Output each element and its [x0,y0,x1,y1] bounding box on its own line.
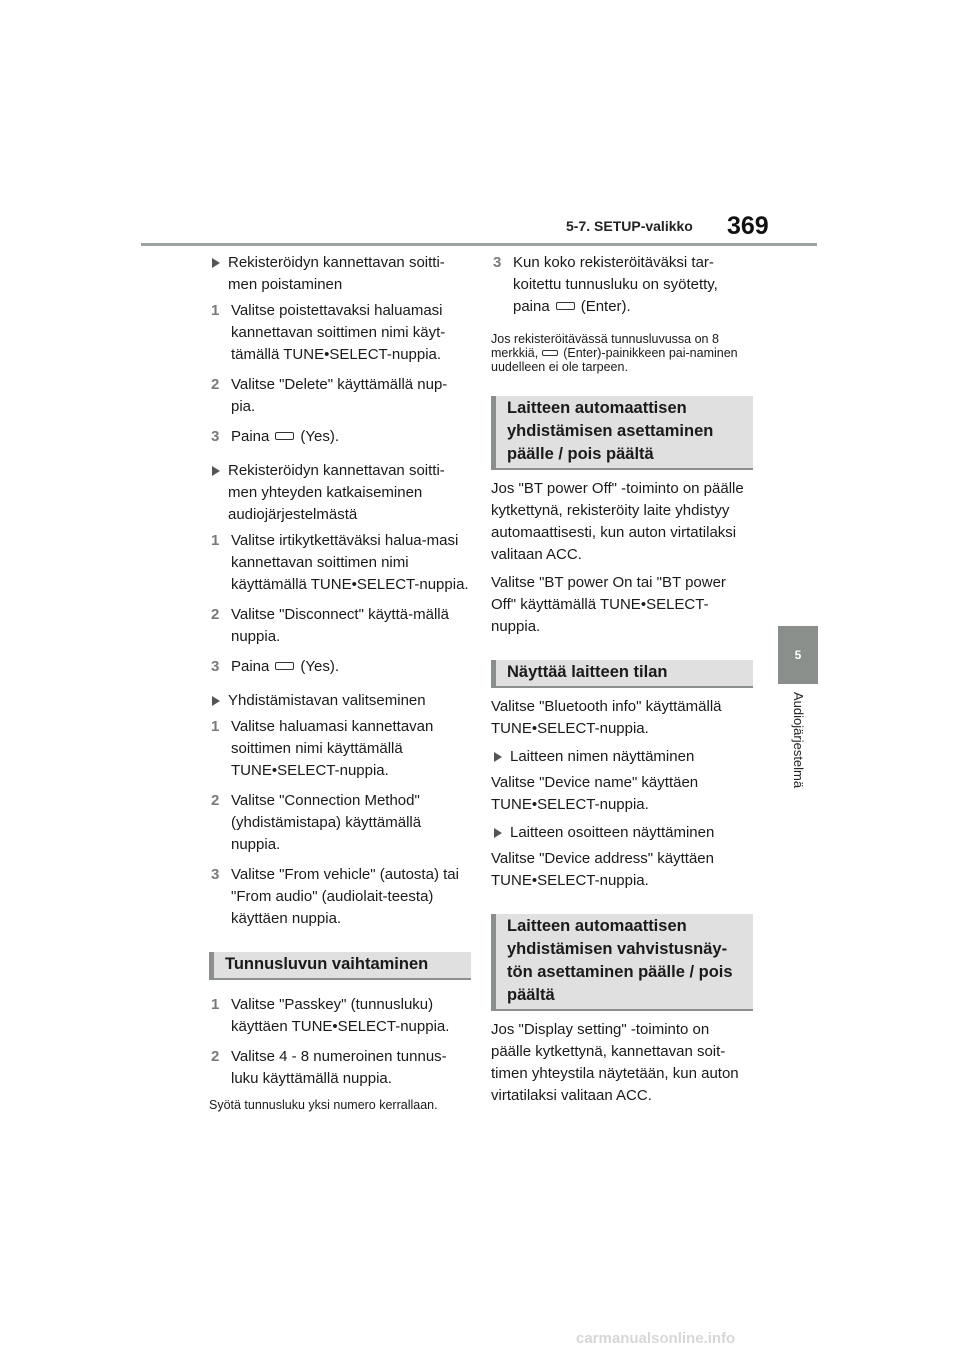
heading-text: Tunnusluvun vaihtaminen [225,955,429,973]
step-text: Valitse "Passkey" (tunnusluku) käyttäen TUNE•SELECT-nuppia. [231,996,450,1035]
bullet-heading [491,746,753,768]
step-number: 2 [211,606,220,623]
step-text: Valitse haluamasi kannettavan soittimen nimi käyttämällä TUNE•SELECT-nuppia. [231,718,434,779]
heading-bar [491,914,496,1011]
triangle-bullet-icon [212,696,220,706]
note-text [491,332,753,374]
step-text: (Yes). [300,658,340,675]
note-part: Jos rekisteröitävässä tunnusluvussa on 8 merkkiä, [491,332,719,360]
step-item [209,994,471,1038]
step-item [209,790,471,856]
bullet-text: Laitteen osoitteen näyttäminen [510,824,715,841]
heading-bar [491,396,496,470]
paragraph: Valitse "Device address" käyttäen TUNE•SELECT-nuppia. [491,850,714,889]
step-text: Valitse irtikytkettäväksi halua-masi kannettavan soittimen nimi käyttämällä TUNE•SELECT-nuppia. [231,532,469,593]
step-number: 3 [493,254,502,271]
step-text: Valitse "From vehicle" (autosta) tai "From audio" (audiolait-teesta) käyttäen nuppia. [231,866,459,927]
watermark: carmanualsonline.info [576,1330,736,1347]
chapter-number: 5 [794,648,802,662]
bullet-heading [209,252,471,296]
step-text: Valitse "Delete" käyttämällä nup-pia. [231,376,448,415]
step-number: 2 [211,1048,220,1065]
section-heading [491,396,753,470]
chapter-tab [778,626,818,684]
button-key-icon [275,662,294,670]
note-part: (Enter)-painikkeen pai-naminen uudelleen ei ole tarpeen. [491,346,738,374]
step-item [209,656,471,678]
bullet-text: Yhdistämistavan valitseminen [228,692,426,709]
chapter-side-label [792,692,808,812]
section-heading [491,914,753,1011]
step-text: Valitse "Disconnect" käyttä-mällä nuppia. [231,606,449,645]
step-item [209,716,471,782]
header-rule [141,243,817,246]
triangle-bullet-icon [212,258,220,268]
step-item [209,604,471,648]
section-title: 5-7. SETUP-valikko [566,218,693,234]
chapter-title: Audiojärjestelmä [791,692,806,789]
paragraph: Jos "Display setting" -toiminto on päälle kytkettynä, kannettavan soit-timen yhteystila näytetään, kun auton virtatilaksi valitaan ACC. [491,1021,739,1104]
paragraph: Valitse "BT power On tai "BT power Off" käyttämällä TUNE•SELECT-nuppia. [491,574,726,635]
button-key-icon [556,302,575,310]
bullet-text: Rekisteröidyn kannettavan soitti-men yhteyden katkaiseminen audiojärjestelmästä [228,462,445,523]
paragraph: Valitse "Bluetooth info" käyttämällä TUNE•SELECT-nuppia. [491,698,722,737]
step-item [209,530,471,596]
triangle-bullet-icon [494,752,502,762]
step-item [491,252,753,318]
bullet-heading [209,460,471,526]
button-key-icon [542,350,558,356]
step-number: 3 [211,866,220,883]
step-number: 1 [211,996,220,1013]
heading-text: Laitteen automaattisen yhdistämisen asettaminen päälle / pois päältä [507,399,714,463]
step-text: Valitse 4 - 8 numeroinen tunnus-luku käyttämällä nuppia. [231,1048,447,1087]
right-column [491,252,753,1113]
step-text: (Enter). [580,298,631,315]
section-heading [491,660,753,688]
step-item [209,864,471,930]
page-number: 369 [727,212,769,240]
step-item [209,374,471,418]
step-number: 1 [211,718,220,735]
triangle-bullet-icon [212,466,220,476]
step-number: 1 [211,302,220,319]
note-text: Syötä tunnusluku yksi numero kerrallaan. [209,1098,438,1112]
heading-bar [491,660,496,688]
bullet-text: Rekisteröidyn kannettavan soitti-men poistaminen [228,254,445,293]
bullet-heading [491,822,753,844]
step-number: 1 [211,532,220,549]
step-text: Valitse "Connection Method" (yhdistämistapa) käyttämällä nuppia. [231,792,422,853]
button-key-icon [275,432,294,440]
step-number: 2 [211,376,220,393]
heading-bar [209,952,214,980]
bullet-text: Laitteen nimen näyttäminen [510,748,695,765]
paragraph: Valitse "Device name" käyttäen TUNE•SELECT-nuppia. [491,774,699,813]
paragraph: Jos "BT power Off" -toiminto on päälle kytkettynä, rekisteröity laite yhdistyy automaattisesti, kun auton virtatilaksi valitaan ACC. [491,480,744,563]
step-number: 3 [211,658,220,675]
triangle-bullet-icon [494,828,502,838]
bullet-heading [209,690,471,712]
step-text: Paina [231,428,270,445]
step-item [209,300,471,366]
step-text: Kun koko rekisteröitäväksi tar-koitettu tunnusluku on syötetty, paina [513,254,718,315]
left-column [209,252,471,1112]
step-text: Paina [231,658,270,675]
section-heading [209,952,471,980]
step-number: 2 [211,792,220,809]
heading-text: Laitteen automaattisen yhdistämisen vahvistusnäy-tön asettaminen päälle / pois päältä [507,917,733,1004]
step-number: 3 [211,428,220,445]
heading-text: Näyttää laitteen tilan [507,663,668,681]
step-text: (Yes). [300,428,340,445]
step-text: Valitse poistettavaksi haluamasi kannettavan soittimen nimi käyt-tämällä TUNE•SELECT-nuppia. [231,302,446,363]
step-item [209,426,471,448]
step-item [209,1046,471,1090]
